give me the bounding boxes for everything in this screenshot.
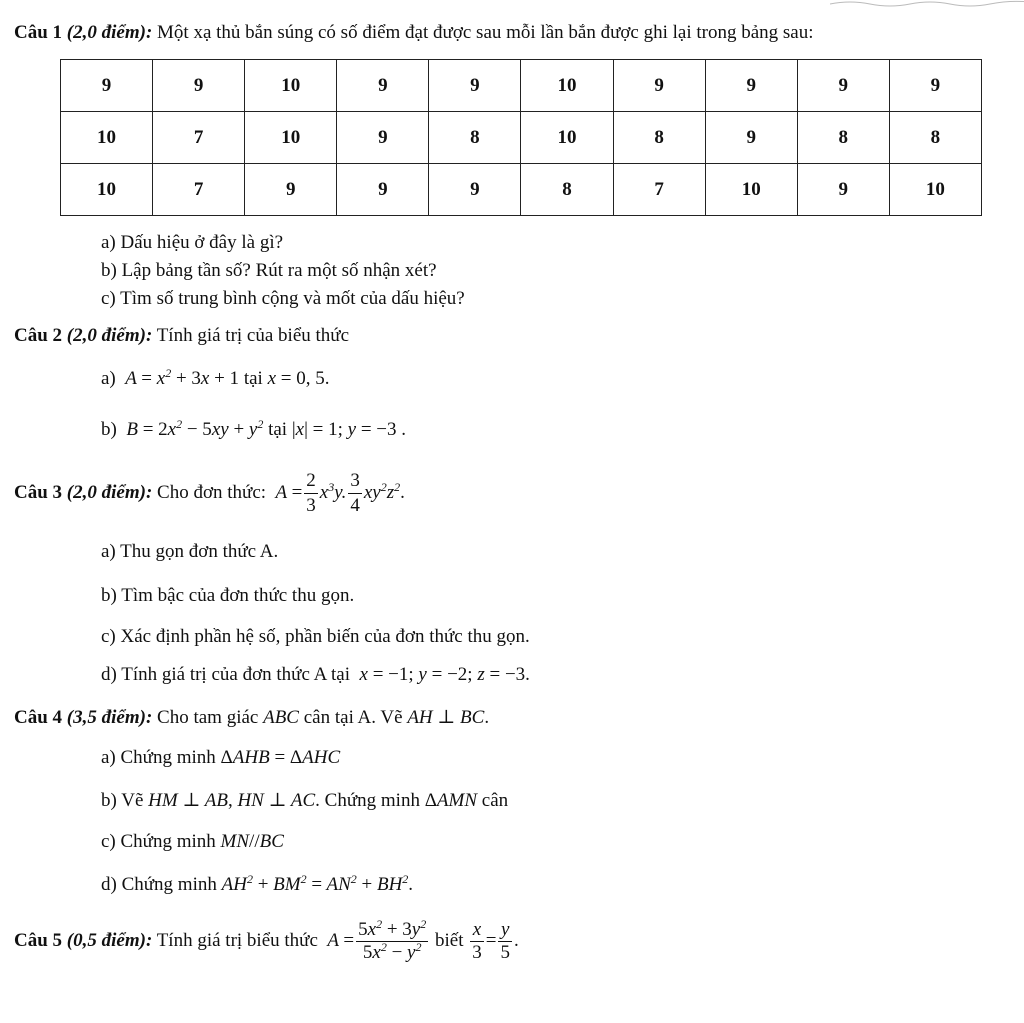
question-2-part-b: b) $B = 2x^2 - 5xy + y^2$ tại |x| = 1; y = −3 .	[101, 417, 407, 440]
table-cell: 9	[61, 60, 153, 112]
question-4-label: Câu 4	[14, 707, 63, 728]
values-xyz: x = −1; y = −2; z = −3.	[354, 664, 530, 685]
table-cell: 8	[797, 112, 889, 164]
table-cell: 9	[337, 60, 429, 112]
table-cell: 10	[889, 164, 981, 216]
table-cell: 9	[797, 164, 889, 216]
expression-a: $A = x^2 + 3x + 1$	[120, 366, 240, 389]
table-cell: 8	[613, 112, 705, 164]
table-cell: 9	[153, 60, 245, 112]
question-3-part-c: c) Xác định phần hệ số, phần biến của đơn thức thu gọn.	[101, 626, 530, 647]
table-cell: 10	[61, 112, 153, 164]
question-1-part-b: b) Lập bảng tần số? Rút ra một số nhận xét?	[101, 260, 437, 281]
condition-b: |x| = 1; y = −3 .	[291, 419, 407, 440]
table-cell: 9	[429, 60, 521, 112]
question-4-points: (3,5 điểm):	[66, 707, 153, 728]
question-1-text: Một xạ thủ bắn súng có số điểm đạt được sau mỗi lần bắn được ghi lại trong bảng sau:	[157, 22, 814, 43]
table-cell: 9	[889, 60, 981, 112]
table-cell: 10	[61, 164, 153, 216]
question-3-text: Cho đơn thức:	[157, 481, 267, 503]
monomial-a: A = $\frac{2}{3}$ $x^3y$. $\frac{3}{4}$ $xy^2z^2$.	[270, 470, 405, 516]
question-2-points: (2,0 điểm):	[66, 325, 153, 346]
question-2-heading	[14, 325, 349, 347]
question-3-part-d: d) Tính giá trị của đơn thức A tại x = −1; y = −2; z = −3.	[101, 664, 530, 685]
score-table	[60, 59, 982, 216]
expression-q5: A = $\frac{5x^2 + 3y^2}{5x^2 - y^2}$	[322, 917, 427, 963]
ratio-q5: $\frac{x}{3}$ = $\frac{y}{5}$ .	[472, 919, 519, 963]
table-cell: 10	[521, 112, 613, 164]
question-5-label: Câu 5	[14, 929, 63, 951]
table-cell: 8	[521, 164, 613, 216]
table-row	[61, 60, 982, 112]
table-row	[61, 164, 982, 216]
question-5-points: (0,5 điểm):	[66, 929, 153, 951]
question-3-label: Câu 3	[14, 481, 63, 503]
table-cell: 9	[337, 164, 429, 216]
table-cell: 9	[797, 60, 889, 112]
question-4-part-b: b) Vẽ HM ⊥ AB, HN ⊥ AC. Chứng minh ΔAMN cân	[101, 790, 509, 811]
table-cell: 9	[613, 60, 705, 112]
condition-a: x = 0, 5.	[267, 368, 330, 389]
table-cell: 9	[337, 112, 429, 164]
question-1-part-c: c) Tìm số trung bình cộng và mốt của dấu hiệu?	[101, 288, 465, 309]
question-1-part-a: a) Dấu hiệu ở đây là gì?	[101, 232, 284, 253]
question-4-part-a: a) Chứng minh ΔAHB = ΔAHC	[101, 747, 341, 768]
table-cell: 8	[889, 112, 981, 164]
question-4-part-c: c) Chứng minh MN//BC	[101, 831, 284, 852]
table-cell: 9	[429, 164, 521, 216]
question-3-part-a: a) Thu gọn đơn thức A.	[101, 541, 279, 562]
table-cell: 10	[245, 60, 337, 112]
question-3-heading	[14, 470, 405, 517]
table-cell: 10	[245, 112, 337, 164]
question-2-text: Tính giá trị của biểu thức	[156, 325, 350, 346]
table-cell: 10	[521, 60, 613, 112]
question-2-part-a: a) $A = x^2 + 3x + 1$ tại x = 0, 5.	[101, 366, 330, 389]
question-2-label: Câu 2	[14, 325, 63, 346]
question-1-heading	[14, 22, 814, 44]
question-1-label: Câu 1	[14, 22, 63, 43]
table-cell: 7	[153, 164, 245, 216]
table-cell: 7	[153, 112, 245, 164]
question-4-part-d: d) Chứng minh $AH^2 + BM^2 = AN^2 + BH^2$.	[101, 872, 414, 895]
question-5-heading: Câu 5 (0,5 điểm): Tính giá trị biểu thức A = $\frac{5x^2 + 3y^2}{5x^2 - y^2}$ biết $\frac{x}{3}$ = $\frac{y}{5}$ .	[14, 917, 519, 963]
question-3-part-b: b) Tìm bậc của đơn thức thu gọn.	[101, 585, 355, 606]
table-cell: 7	[613, 164, 705, 216]
table-cell: 10	[705, 164, 797, 216]
question-3-points: (2,0 điểm):	[66, 481, 153, 503]
question-4-heading: Câu 4 (3,5 điểm): Cho tam giác ABC cân tại A. Vẽ AH ⊥ BC.	[14, 707, 490, 728]
table-cell: 9	[705, 112, 797, 164]
table-row	[61, 112, 982, 164]
question-1-points: (2,0 điểm):	[66, 22, 153, 43]
expression-b: $B = 2x^2 - 5xy + y^2$	[121, 417, 264, 440]
top-scribble-decoration	[830, 0, 1024, 8]
table-cell: 9	[705, 60, 797, 112]
table-cell: 8	[429, 112, 521, 164]
table-cell: 9	[245, 164, 337, 216]
